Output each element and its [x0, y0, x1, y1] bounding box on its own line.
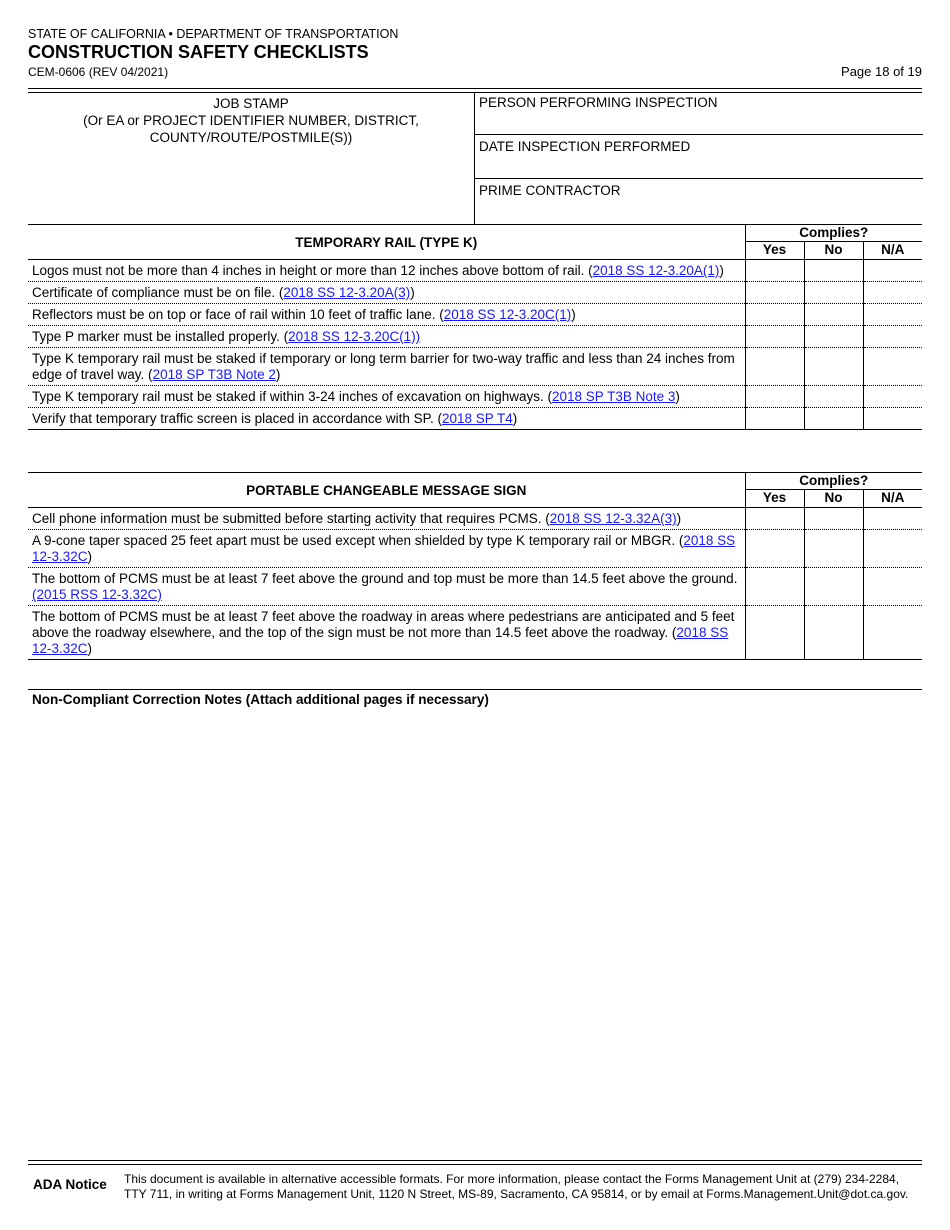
spec-reference-link[interactable]: 2018 SS 12-3.20A(1) [592, 263, 720, 278]
spec-reference-link[interactable]: 2018 SS 12-3.20C(1) [443, 307, 572, 322]
requirement-suffix: ) [512, 411, 518, 426]
spec-reference-link[interactable]: 2018 SP T3B Note 3 [552, 389, 676, 404]
checklist-row [28, 606, 922, 660]
checklist-row [28, 530, 922, 568]
complies-no-checkbox[interactable] [804, 326, 863, 348]
complies-yes-checkbox[interactable] [745, 386, 804, 408]
requirement-label: A 9-cone taper spaced 25 feet apart must be used except when shielded by type K temporary rail or MBGR. ( [32, 533, 684, 548]
requirement-label: The bottom of PCMS must be at least 7 feet above the ground and top must be more than 14.5 feet above the ground. [32, 571, 738, 586]
notes-divider [28, 689, 922, 690]
complies-yes-checkbox[interactable] [745, 530, 804, 568]
form-id: CEM-0606 (REV 04/2021) [28, 65, 169, 79]
requirement-text [28, 326, 745, 348]
requirement-suffix: ) [275, 367, 281, 382]
page-title: CONSTRUCTION SAFETY CHECKLISTS [28, 42, 369, 62]
complies-no-checkbox[interactable] [804, 348, 863, 386]
complies-yes-checkbox[interactable] [745, 304, 804, 326]
yes-header: Yes [745, 242, 804, 260]
complies-no-checkbox[interactable] [804, 304, 863, 326]
complies-no-checkbox[interactable] [804, 606, 863, 660]
complies-na-checkbox[interactable] [863, 282, 922, 304]
section-title: PORTABLE CHANGEABLE MESSAGE SIGN [28, 473, 745, 508]
complies-na-checkbox[interactable] [863, 606, 922, 660]
date-label: DATE INSPECTION PERFORMED [479, 139, 691, 154]
requirement-suffix: ) [676, 511, 682, 526]
contractor-label: PRIME CONTRACTOR [479, 183, 621, 198]
requirement-label: Certificate of compliance must be on file. ( [32, 285, 284, 300]
complies-na-checkbox[interactable] [863, 326, 922, 348]
date-inspection-field[interactable] [475, 136, 923, 179]
ada-notice-text: This document is available in alternative accessible formats. For more information, please contact the Forms Management Unit at (279) 234-2284, TTY 711, in writing at Forms Management Unit, 1120 N Street, MS-89, Sacramento, CA 95814, or by email at Forms.Management.Unit@dot.ca.gov. [124, 1172, 909, 1201]
spec-reference-link[interactable]: (2015 RSS 12-3.32C) [32, 587, 162, 602]
requirement-suffix: ) [87, 641, 93, 656]
complies-yes-checkbox[interactable] [745, 326, 804, 348]
complies-na-checkbox[interactable] [863, 530, 922, 568]
complies-yes-checkbox[interactable] [745, 606, 804, 660]
spec-reference-link[interactable]: 2018 SP T3B Note 2 [152, 367, 276, 382]
complies-header: Complies? [745, 225, 922, 242]
complies-yes-checkbox[interactable] [745, 508, 804, 530]
spec-reference-link[interactable]: 2018 SS 12-3.20C(1)) [288, 329, 421, 344]
temporary-rail-table [28, 224, 922, 430]
complies-no-checkbox[interactable] [804, 386, 863, 408]
complies-no-checkbox[interactable] [804, 260, 863, 282]
requirement-label: The bottom of PCMS must be at least 7 feet above the roadway in areas where pedestrians are anticipated and 5 feet above the roadway elsewhere, and the top of the sign must be not more than 14.5 feet above the roadway. ( [32, 609, 735, 640]
spec-reference-link[interactable]: 2018 SS 12-3.32C [32, 625, 729, 656]
requirement-suffix: ) [410, 285, 415, 300]
agency-name: STATE OF CALIFORNIA • DEPARTMENT OF TRANSPORTATION [28, 27, 399, 41]
requirement-text [28, 568, 745, 606]
checklist-row [28, 348, 922, 386]
spec-reference-link[interactable]: 2018 SP T4 [441, 411, 513, 426]
complies-yes-checkbox[interactable] [745, 260, 804, 282]
checklist-row [28, 304, 922, 326]
complies-na-checkbox[interactable] [863, 304, 922, 326]
requirement-suffix: ) [675, 389, 680, 404]
checklist-row [28, 408, 922, 430]
complies-na-checkbox[interactable] [863, 568, 922, 606]
requirement-label: Type P marker must be installed properly. ( [32, 329, 289, 344]
spec-reference-link[interactable]: 2018 SS 12-3.32A(3) [549, 511, 677, 526]
complies-na-checkbox[interactable] [863, 408, 922, 430]
prime-contractor-field[interactable] [475, 180, 923, 223]
no-header: No [804, 242, 863, 260]
requirement-text [28, 606, 745, 660]
complies-no-checkbox[interactable] [804, 282, 863, 304]
requirement-text [28, 508, 745, 530]
job-stamp-line: (Or EA or PROJECT IDENTIFIER NUMBER, DISTRICT, [83, 113, 419, 128]
complies-yes-checkbox[interactable] [745, 408, 804, 430]
requirement-label: Logos must not be more than 4 inches in height or more than 12 inches above bottom of rail. ( [32, 263, 593, 278]
requirement-label: Reflectors must be on top or face of rail within 10 feet of traffic lane. ( [32, 307, 444, 322]
requirement-text [28, 260, 745, 282]
complies-header: Complies? [745, 473, 922, 490]
person-label: PERSON PERFORMING INSPECTION [479, 95, 718, 110]
requirement-label: Verify that temporary traffic screen is placed in accordance with SP. ( [32, 411, 442, 426]
na-header: N/A [863, 242, 922, 260]
requirement-suffix: ) [719, 263, 724, 278]
spec-reference-link[interactable]: 2018 SS 12-3.20A(3) [283, 285, 411, 300]
requirement-text [28, 304, 745, 326]
page-number: Page 18 of 19 [841, 64, 922, 79]
complies-na-checkbox[interactable] [863, 508, 922, 530]
pcms-table [28, 472, 922, 660]
complies-no-checkbox[interactable] [804, 508, 863, 530]
checklist-row [28, 260, 922, 282]
complies-na-checkbox[interactable] [863, 348, 922, 386]
complies-yes-checkbox[interactable] [745, 282, 804, 304]
complies-no-checkbox[interactable] [804, 408, 863, 430]
job-stamp [28, 95, 474, 146]
ada-notice-label: ADA Notice [33, 1177, 107, 1192]
person-performing-inspection-field[interactable] [475, 92, 923, 135]
complies-no-checkbox[interactable] [804, 530, 863, 568]
footer-divider [28, 1160, 922, 1165]
inspection-fields [474, 92, 923, 224]
requirement-text [28, 348, 745, 386]
checklist-row [28, 282, 922, 304]
notes-label: Non-Compliant Correction Notes (Attach additional pages if necessary) [32, 692, 489, 707]
checklist-row [28, 326, 922, 348]
complies-na-checkbox[interactable] [863, 260, 922, 282]
job-stamp-line: JOB STAMP [213, 96, 289, 111]
section-title: TEMPORARY RAIL (TYPE K) [28, 225, 745, 260]
complies-na-checkbox[interactable] [863, 386, 922, 408]
yes-header: Yes [745, 490, 804, 508]
spec-reference-link[interactable]: 2018 SS 12-3.32C [32, 533, 736, 564]
na-header: N/A [863, 490, 922, 508]
requirement-suffix: ) [87, 549, 93, 564]
complies-no-checkbox[interactable] [804, 568, 863, 606]
requirement-text [28, 282, 745, 304]
checklist-row [28, 568, 922, 606]
checklist-row [28, 386, 922, 408]
requirement-label: Type K temporary rail must be staked if within 3-24 inches of excavation on highways. ( [32, 389, 553, 404]
complies-yes-checkbox[interactable] [745, 568, 804, 606]
checklist-row [28, 508, 922, 530]
requirement-label: Type K temporary rail must be staked if temporary or long term barrier for two-way traffic and less than 24 inches from edge of travel way. ( [32, 351, 735, 382]
job-stamp-line: COUNTY/ROUTE/POSTMILE(S)) [149, 130, 353, 145]
requirement-suffix: ) [571, 307, 576, 322]
requirement-text [28, 530, 745, 568]
complies-yes-checkbox[interactable] [745, 348, 804, 386]
inspection-info-box [28, 92, 922, 225]
requirement-label: Cell phone information must be submitted before starting activity that requires PCMS. ( [32, 511, 550, 526]
requirement-text [28, 408, 745, 430]
requirement-text [28, 386, 745, 408]
no-header: No [804, 490, 863, 508]
